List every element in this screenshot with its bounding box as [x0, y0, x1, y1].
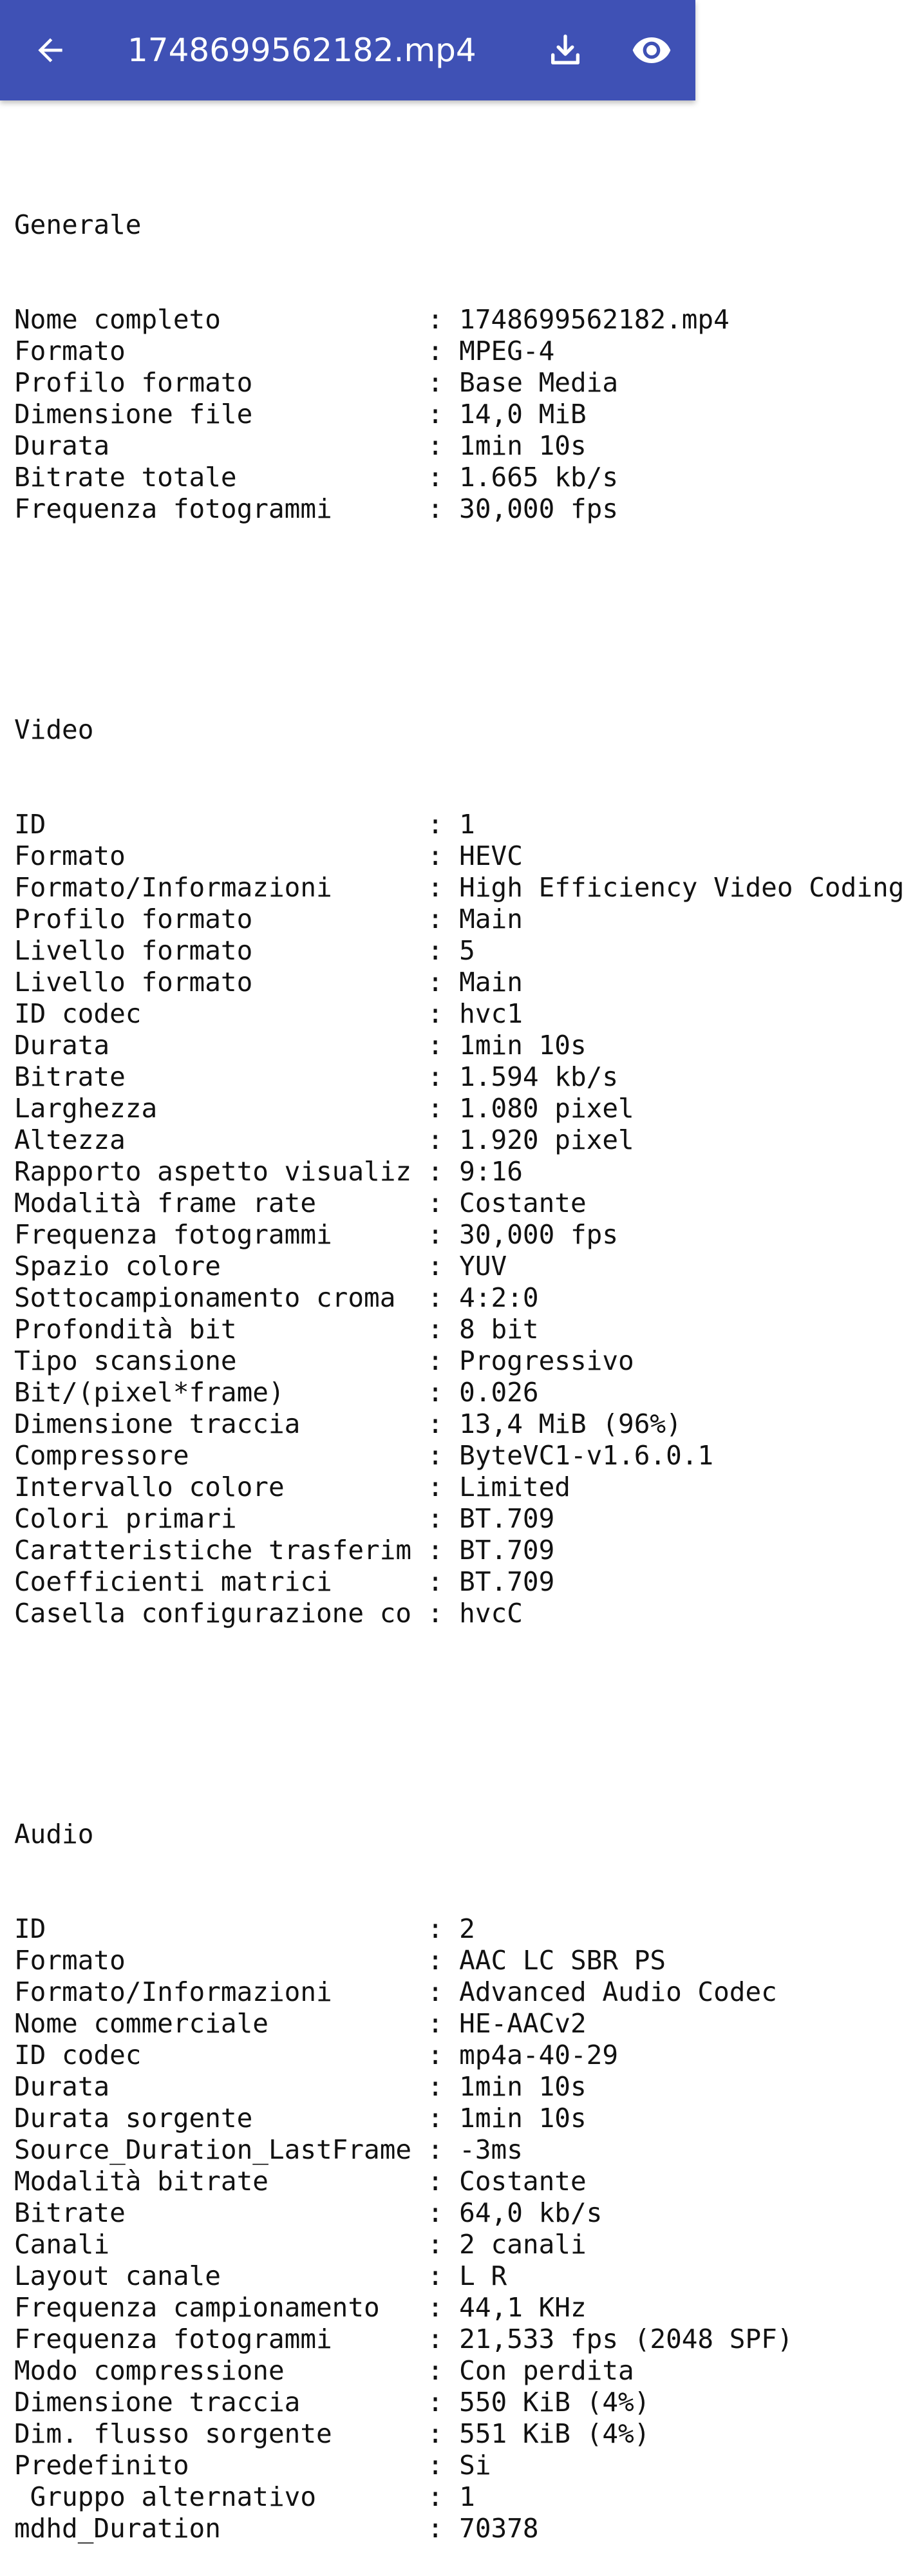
- eye-icon: [631, 30, 672, 71]
- info-key: Bitrate totale: [14, 462, 428, 493]
- info-key: ID: [14, 1913, 428, 1944]
- info-key: ID codec: [14, 998, 428, 1029]
- info-value: 21,533 fps (2048 SPF): [459, 2324, 793, 2354]
- info-key: Livello formato: [14, 967, 428, 998]
- info-value: 8 bit: [459, 1314, 539, 1345]
- info-separator: :: [427, 2450, 460, 2481]
- info-value: Advanced Audio Codec: [459, 1976, 777, 2007]
- info-separator: :: [427, 1282, 460, 1313]
- info-row: [14, 2103, 695, 2134]
- section-spacer: [14, 1692, 695, 1724]
- info-separator: :: [427, 462, 460, 493]
- info-value: 0.026: [459, 1377, 539, 1408]
- info-key: Bit/(pixel*frame): [14, 1377, 428, 1408]
- info-value: BT.709: [459, 1535, 555, 1566]
- info-row: [14, 2008, 695, 2040]
- info-value: 1.080 pixel: [459, 1093, 634, 1124]
- info-value: 1min 10s: [459, 430, 587, 461]
- info-key: Predefinito: [14, 2450, 428, 2481]
- info-row: [14, 336, 695, 367]
- info-row: [14, 1377, 695, 1408]
- info-separator: :: [427, 2040, 460, 2070]
- info-separator: :: [427, 2418, 460, 2449]
- info-row: [14, 1503, 695, 1535]
- info-row: [14, 2229, 695, 2260]
- info-separator: :: [427, 809, 460, 840]
- info-separator: :: [427, 2513, 460, 2544]
- info-separator: :: [427, 2292, 460, 2323]
- info-row: [14, 2040, 695, 2071]
- info-separator: :: [427, 2166, 460, 2197]
- info-separator: :: [427, 2229, 460, 2260]
- info-value: 1min 10s: [459, 1030, 587, 1061]
- info-separator: :: [427, 2134, 460, 2165]
- view-button[interactable]: [626, 24, 677, 76]
- info-separator: :: [427, 1314, 460, 1345]
- info-separator: :: [427, 1535, 460, 1566]
- info-row: [14, 904, 695, 935]
- info-value: ByteVC1-v1.6.0.1: [459, 1440, 714, 1471]
- info-value: 64,0 kb/s: [459, 2197, 603, 2228]
- info-separator: :: [427, 2481, 460, 2512]
- info-row: [14, 1976, 777, 2008]
- section-video: [14, 809, 904, 1629]
- section-title-video: Video: [14, 714, 94, 745]
- info-key: Formato: [14, 1945, 428, 1976]
- info-key: Sottocampionamento croma: [14, 1282, 428, 1313]
- info-row: [14, 2387, 695, 2418]
- info-row: [14, 1156, 695, 1188]
- info-value: 551 KiB (4%): [459, 2418, 650, 2449]
- info-value: 70378: [459, 2513, 539, 2544]
- info-separator: :: [427, 1377, 460, 1408]
- info-separator: :: [427, 2387, 460, 2418]
- info-row: [14, 367, 695, 399]
- info-key: Modalità bitrate: [14, 2166, 428, 2197]
- info-key: Frequenza fotogrammi: [14, 2324, 428, 2354]
- info-value: 13,4 MiB (96%): [459, 1408, 682, 1439]
- info-value: HE-AACv2: [459, 2008, 587, 2039]
- info-separator: :: [427, 336, 460, 366]
- info-row: [14, 1124, 695, 1156]
- info-value: 4:2:0: [459, 1282, 539, 1313]
- info-row: [14, 872, 904, 904]
- info-value: BT.709: [459, 1566, 555, 1597]
- info-separator: :: [427, 1566, 460, 1597]
- info-separator: :: [427, 1124, 460, 1155]
- info-row: [14, 1598, 695, 1629]
- info-row: [14, 2260, 695, 2292]
- section-title-audio: Audio: [14, 1819, 94, 1850]
- info-key: Spazio colore: [14, 1251, 428, 1282]
- info-row: [14, 1030, 695, 1061]
- info-separator: :: [427, 1093, 460, 1124]
- info-row: [14, 2355, 695, 2387]
- info-key: Gruppo alternativo: [14, 2481, 428, 2512]
- info-row: [14, 1408, 695, 1440]
- info-row: [14, 1345, 695, 1377]
- info-row: [14, 1251, 695, 1282]
- info-key: Casella configurazione co: [14, 1598, 428, 1629]
- info-value: 2: [459, 1913, 475, 1944]
- info-separator: :: [427, 304, 460, 335]
- info-value: BT.709: [459, 1503, 555, 1534]
- info-row: [14, 1282, 695, 1314]
- info-value: MPEG-4: [459, 336, 555, 366]
- info-separator: :: [427, 2008, 460, 2039]
- info-key: Caratteristiche trasferim: [14, 1535, 428, 1566]
- info-value: Main: [459, 967, 523, 998]
- info-row: [14, 304, 730, 336]
- info-separator: :: [427, 430, 460, 461]
- info-row: [14, 430, 695, 462]
- info-key: Dimensione traccia: [14, 1408, 428, 1439]
- info-separator: :: [427, 493, 460, 524]
- info-separator: :: [427, 2071, 460, 2102]
- info-key: Dimensione traccia: [14, 2387, 428, 2418]
- info-row: [14, 1913, 695, 1945]
- info-key: Livello formato: [14, 935, 428, 966]
- info-separator: :: [427, 872, 460, 903]
- info-row: [14, 2071, 695, 2103]
- info-row: [14, 840, 695, 872]
- info-value: 550 KiB (4%): [459, 2387, 650, 2418]
- info-key: Frequenza campionamento: [14, 2292, 428, 2323]
- info-value: -3ms: [459, 2134, 523, 2165]
- info-row: [14, 1945, 695, 1976]
- info-key: Frequenza fotogrammi: [14, 493, 428, 524]
- info-row: [14, 1472, 695, 1503]
- info-separator: :: [427, 935, 460, 966]
- info-row: [14, 1440, 714, 1472]
- download-icon: [547, 32, 584, 69]
- info-value: 1: [459, 2481, 475, 2512]
- info-value: 1.920 pixel: [459, 1124, 634, 1155]
- info-separator: :: [427, 998, 460, 1029]
- info-value: Con perdita: [459, 2355, 634, 2386]
- info-value: 14,0 MiB: [459, 399, 587, 430]
- info-row: [14, 2166, 695, 2197]
- info-separator: :: [427, 1061, 460, 1092]
- info-row: [14, 2418, 695, 2450]
- info-value: 1min 10s: [459, 2103, 587, 2134]
- info-key: Durata sorgente: [14, 2103, 428, 2134]
- info-separator: :: [427, 2260, 460, 2291]
- download-button[interactable]: [540, 24, 591, 76]
- info-value: 5: [459, 935, 475, 966]
- info-value: Progressivo: [459, 1345, 634, 1376]
- info-key: Canali: [14, 2229, 428, 2260]
- info-key: Durata: [14, 1030, 428, 1061]
- info-value: L R: [459, 2260, 507, 2291]
- info-value: mp4a-40-29: [459, 2040, 619, 2070]
- info-key: Modalità frame rate: [14, 1188, 428, 1218]
- info-separator: :: [427, 1030, 460, 1061]
- info-separator: :: [427, 1913, 460, 1944]
- info-row: [14, 2481, 695, 2513]
- info-key: Formato: [14, 840, 428, 871]
- info-separator: :: [427, 967, 460, 998]
- info-separator: :: [427, 904, 460, 934]
- info-row: [14, 1566, 695, 1598]
- info-row: [14, 1314, 695, 1345]
- info-separator: :: [427, 1408, 460, 1439]
- info-separator: :: [427, 2324, 460, 2354]
- info-row: [14, 493, 695, 525]
- info-row: [14, 998, 695, 1030]
- back-button[interactable]: [24, 24, 76, 76]
- info-value: 1: [459, 809, 475, 840]
- info-separator: :: [427, 1219, 460, 1250]
- info-key: Intervallo colore: [14, 1472, 428, 1502]
- info-separator: :: [427, 840, 460, 871]
- info-row: [14, 935, 695, 967]
- info-key: Layout canale: [14, 2260, 428, 2291]
- info-key: Nome commerciale: [14, 2008, 428, 2039]
- info-separator: :: [427, 1945, 460, 1976]
- info-separator: :: [427, 1598, 460, 1629]
- info-value: 1.665 kb/s: [459, 462, 619, 493]
- info-row: [14, 1219, 695, 1251]
- page-title: 1748699562182.mp4: [127, 32, 476, 69]
- info-key: Profilo formato: [14, 904, 428, 934]
- info-separator: :: [427, 1440, 460, 1471]
- info-row: [14, 1535, 695, 1566]
- info-separator: :: [427, 2355, 460, 2386]
- info-key: Frequenza fotogrammi: [14, 1219, 428, 1250]
- info-key: Colori primari: [14, 1503, 428, 1534]
- info-key: Profilo formato: [14, 367, 428, 398]
- info-key: Compressore: [14, 1440, 428, 1471]
- info-row: [14, 2450, 695, 2481]
- info-key: Larghezza: [14, 1093, 428, 1124]
- info-value: AAC LC SBR PS: [459, 1945, 666, 1976]
- info-value: 1.594 kb/s: [459, 1061, 619, 1092]
- info-key: Bitrate: [14, 2197, 428, 2228]
- info-separator: :: [427, 1472, 460, 1502]
- info-key: Dim. flusso sorgente: [14, 2418, 428, 2449]
- info-key: Tipo scansione: [14, 1345, 428, 1376]
- info-key: Rapporto aspetto visualiz: [14, 1156, 428, 1187]
- info-value: Costante: [459, 1188, 587, 1218]
- info-value: 1min 10s: [459, 2071, 587, 2102]
- info-key: Formato: [14, 336, 428, 366]
- info-value: hvc1: [459, 998, 523, 1029]
- info-value: HEVC: [459, 840, 523, 871]
- section-spacer: [14, 588, 695, 620]
- info-value: 9:16: [459, 1156, 523, 1187]
- info-row: [14, 2324, 793, 2355]
- info-key: mdhd_Duration: [14, 2513, 428, 2544]
- info-key: Profondità bit: [14, 1314, 428, 1345]
- info-key: Source_Duration_LastFrame: [14, 2134, 428, 2165]
- info-key: ID codec: [14, 2040, 428, 2070]
- info-key: Dimensione file: [14, 399, 428, 430]
- section-title-generale: Generale: [14, 209, 142, 240]
- info-key: Bitrate: [14, 1061, 428, 1092]
- media-info-text: [14, 115, 904, 2576]
- info-separator: :: [427, 399, 460, 430]
- info-value: Main: [459, 904, 523, 934]
- info-row: [14, 462, 695, 493]
- info-value: YUV: [459, 1251, 507, 1282]
- info-row: [14, 2134, 695, 2166]
- info-row: [14, 1061, 695, 1093]
- info-key: ID: [14, 809, 428, 840]
- info-key: Formato/Informazioni: [14, 872, 428, 903]
- info-separator: :: [427, 367, 460, 398]
- info-separator: :: [427, 2103, 460, 2134]
- info-row: [14, 967, 695, 998]
- info-row: [14, 2513, 695, 2544]
- info-value: High Efficiency Video Coding: [459, 872, 904, 903]
- section-audio: [14, 1913, 793, 2544]
- info-value: Limited: [459, 1472, 570, 1502]
- info-key: Durata: [14, 430, 428, 461]
- info-key: Durata: [14, 2071, 428, 2102]
- info-separator: :: [427, 1188, 460, 1218]
- info-value: Base Media: [459, 367, 619, 398]
- section-generale: [14, 304, 730, 525]
- info-separator: :: [427, 1503, 460, 1534]
- info-value: 1748699562182.mp4: [459, 304, 730, 335]
- info-value: 30,000 fps: [459, 1219, 619, 1250]
- info-row: [14, 2197, 695, 2229]
- info-key: Coefficienti matrici: [14, 1566, 428, 1597]
- info-row: [14, 1093, 695, 1124]
- info-separator: :: [427, 2197, 460, 2228]
- info-separator: :: [427, 1251, 460, 1282]
- info-separator: :: [427, 1976, 460, 2007]
- info-value: 44,1 KHz: [459, 2292, 587, 2323]
- info-value: 30,000 fps: [459, 493, 619, 524]
- info-value: 2 canali: [459, 2229, 587, 2260]
- info-key: Nome completo: [14, 304, 428, 335]
- info-row: [14, 1188, 695, 1219]
- info-value: hvcC: [459, 1598, 523, 1629]
- info-value: Si: [459, 2450, 491, 2481]
- info-row: [14, 2292, 695, 2324]
- info-key: Formato/Informazioni: [14, 1976, 428, 2007]
- info-separator: :: [427, 1156, 460, 1187]
- info-row: [14, 399, 695, 430]
- info-key: Altezza: [14, 1124, 428, 1155]
- info-key: Modo compressione: [14, 2355, 428, 2386]
- app-bar: [0, 0, 695, 100]
- info-row: [14, 809, 695, 840]
- info-value: Costante: [459, 2166, 587, 2197]
- info-separator: :: [427, 1345, 460, 1376]
- arrow-left-icon: [32, 32, 68, 68]
